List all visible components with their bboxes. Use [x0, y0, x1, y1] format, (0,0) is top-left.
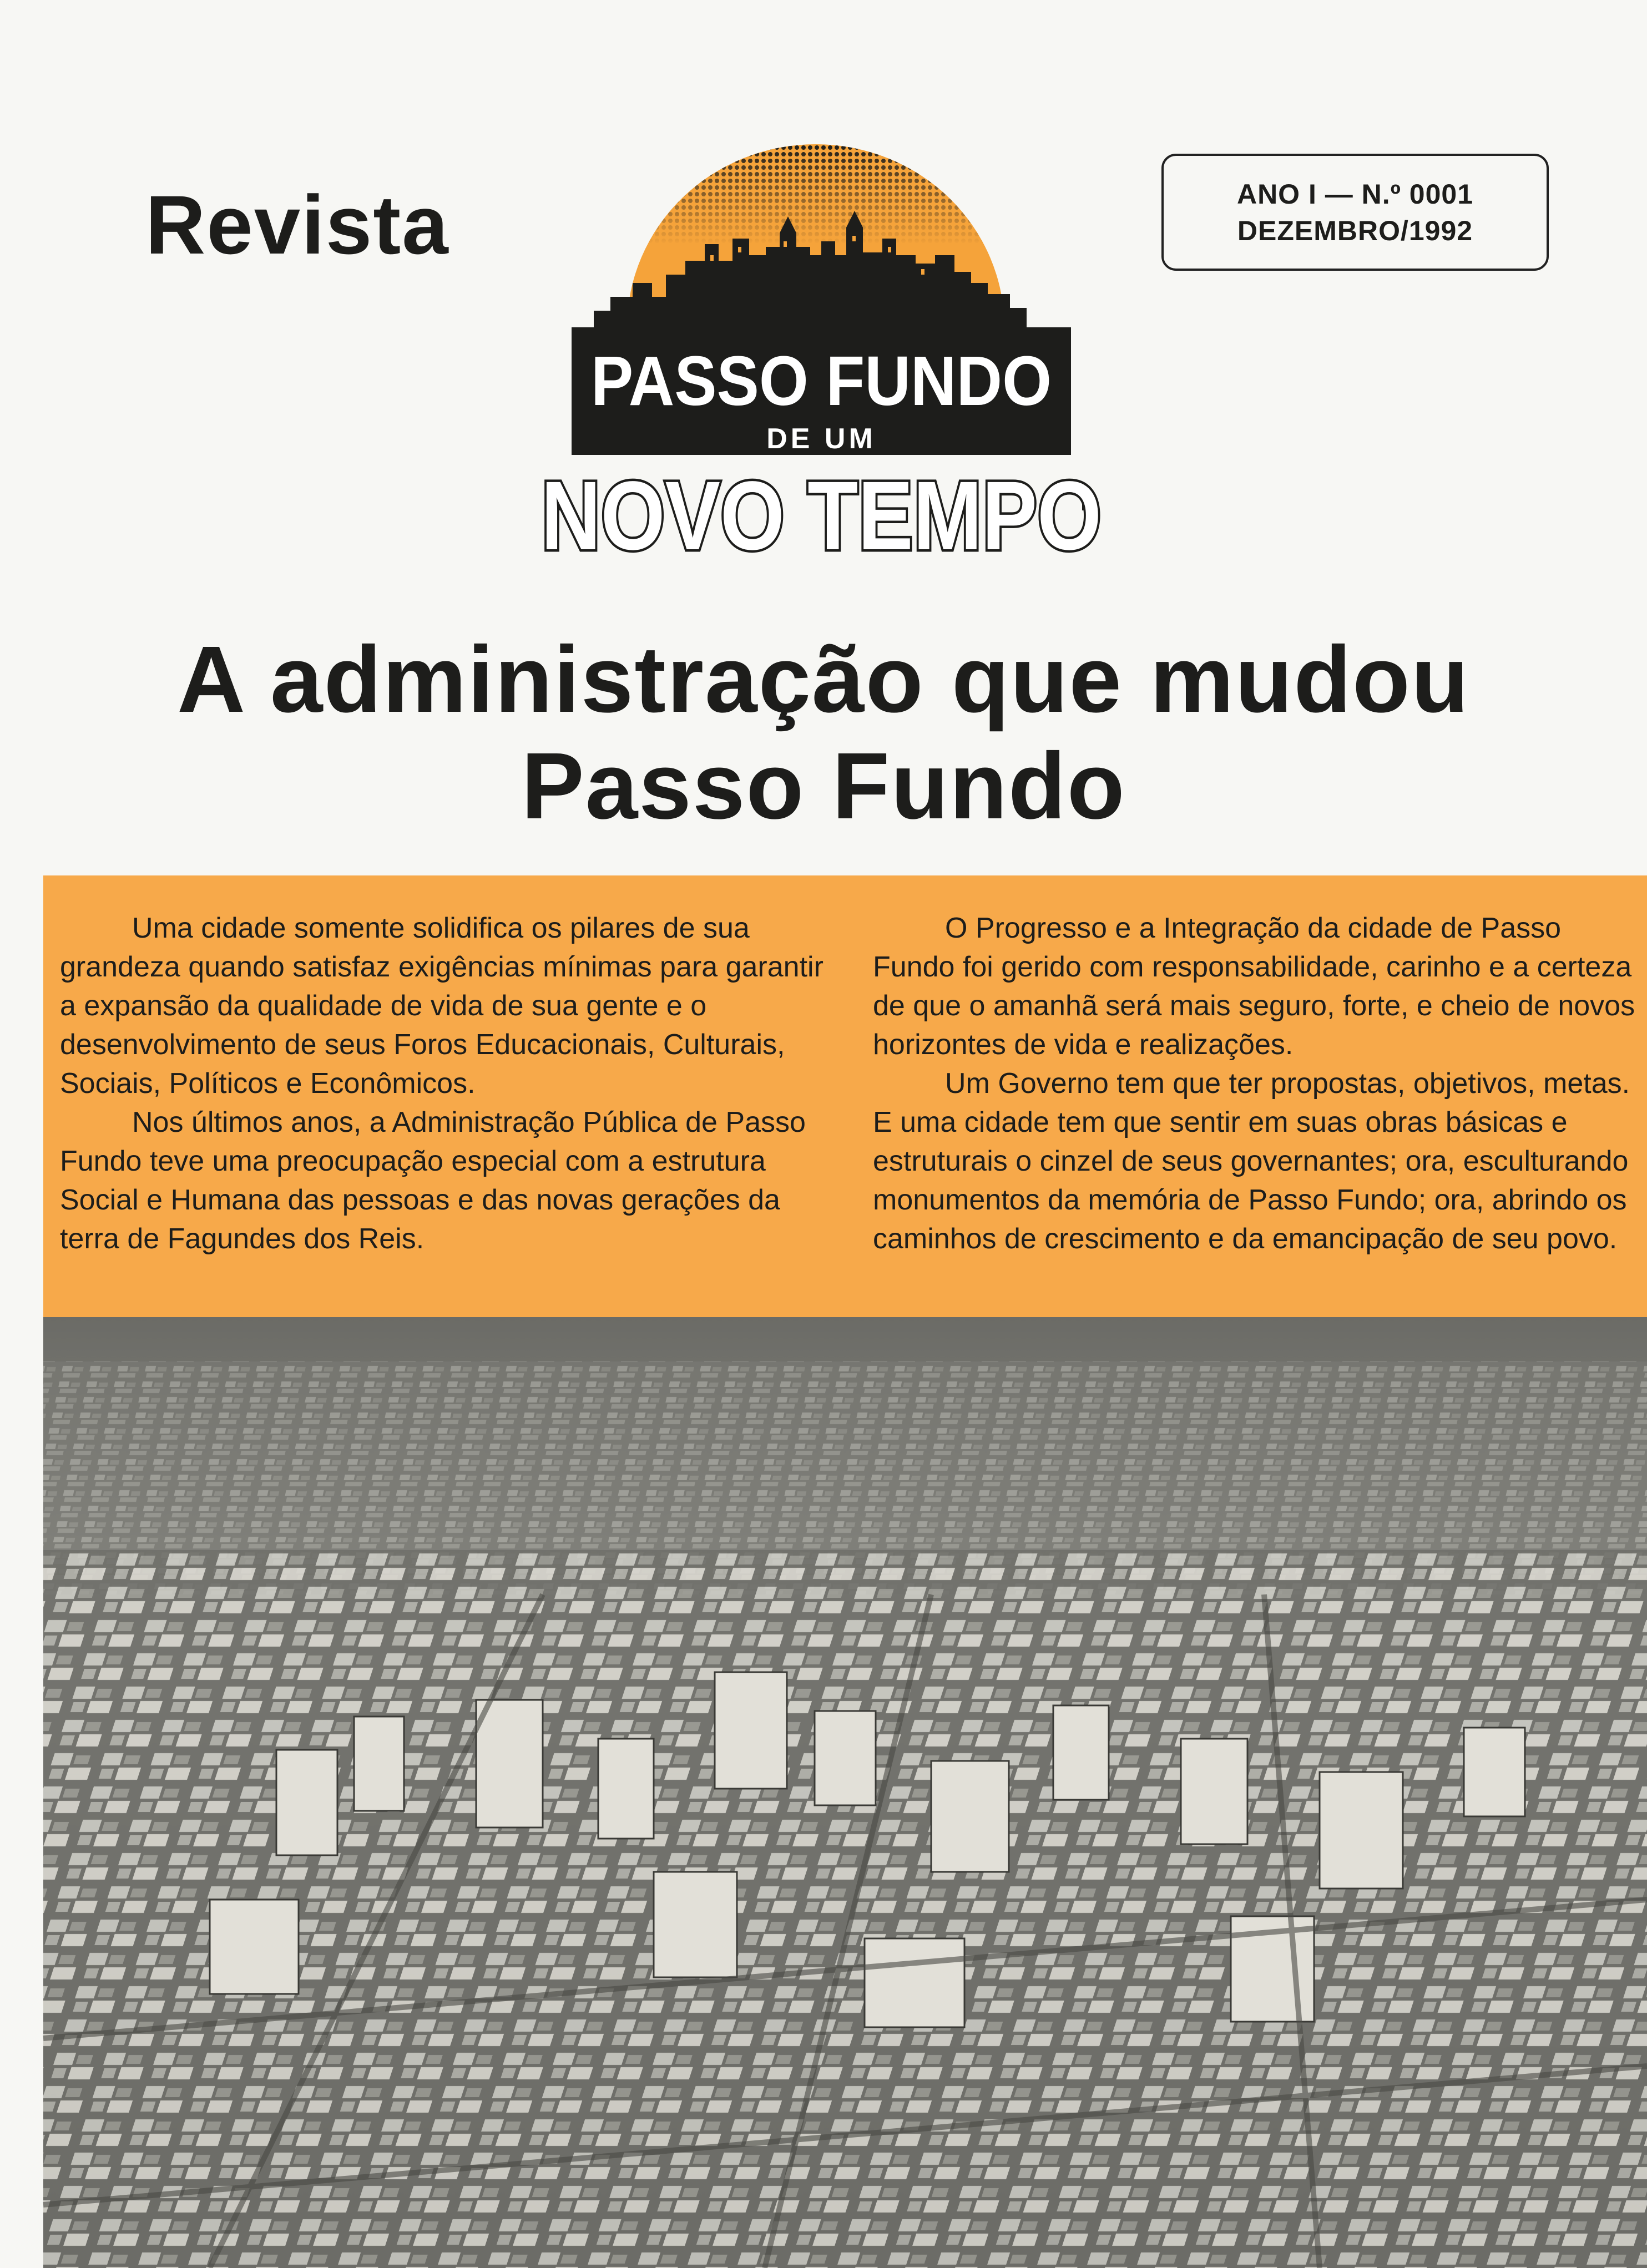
logo-line2: DE UM — [766, 423, 876, 455]
city-skyline-sunset-icon — [527, 144, 1115, 570]
headline — [0, 627, 1647, 841]
headline-line1: A administração que mudou — [177, 627, 1470, 732]
logo-line3: NOVO TEMPO — [541, 462, 1102, 570]
intro-band — [43, 875, 1647, 1317]
logo-line1: PASSO FUNDO — [591, 342, 1052, 420]
masthead-revista: Revista — [145, 178, 449, 271]
aerial-city-photo-icon — [43, 1317, 1647, 2268]
issue-date: DEZEMBRO/1992 — [1237, 215, 1473, 246]
intro-column-left — [60, 909, 837, 1258]
headline-line2: Passo Fundo — [521, 733, 1126, 839]
intro-paragraph: O Progresso e a Integração da cidade de Passo Fundo foi gerido com responsabilidade, carinho e a certeza de que o amanhã será mais seguro, forte, e cheio de novos horizontes de vida e realizações. — [873, 912, 1635, 1061]
intro-paragraph: Uma cidade somente solidifica os pilares de sua grandeza quando satisfaz exigências mínimas para garantir a expansão da qualidade de vida de sua gente e o desenvolvimento de seus Foros Educacionais, Culturais, Sociais, Políticos e Econômicos. — [60, 912, 824, 1100]
issue-box — [1161, 154, 1549, 271]
intro-paragraph: Um Governo tem que ter propostas, objetivos, metas. E uma cidade tem que sentir em suas obras básicas e estruturais o cinzel de seus governantes; ora, esculturando monumentos da memória de Passo Fundo; ora, abrindo os caminhos de crescimento e da emancipação de seu povo. — [873, 1067, 1630, 1255]
intro-paragraph: Nos últimos anos, a Administração Pública de Passo Fundo teve uma preocupação especial com a estrutura Social e Humana das pessoas e das novas gerações da terra de Fagundes dos Reis. — [60, 1106, 806, 1255]
issue-number: ANO I — N.º 0001 — [1236, 178, 1474, 210]
intro-column-right — [873, 909, 1641, 1258]
